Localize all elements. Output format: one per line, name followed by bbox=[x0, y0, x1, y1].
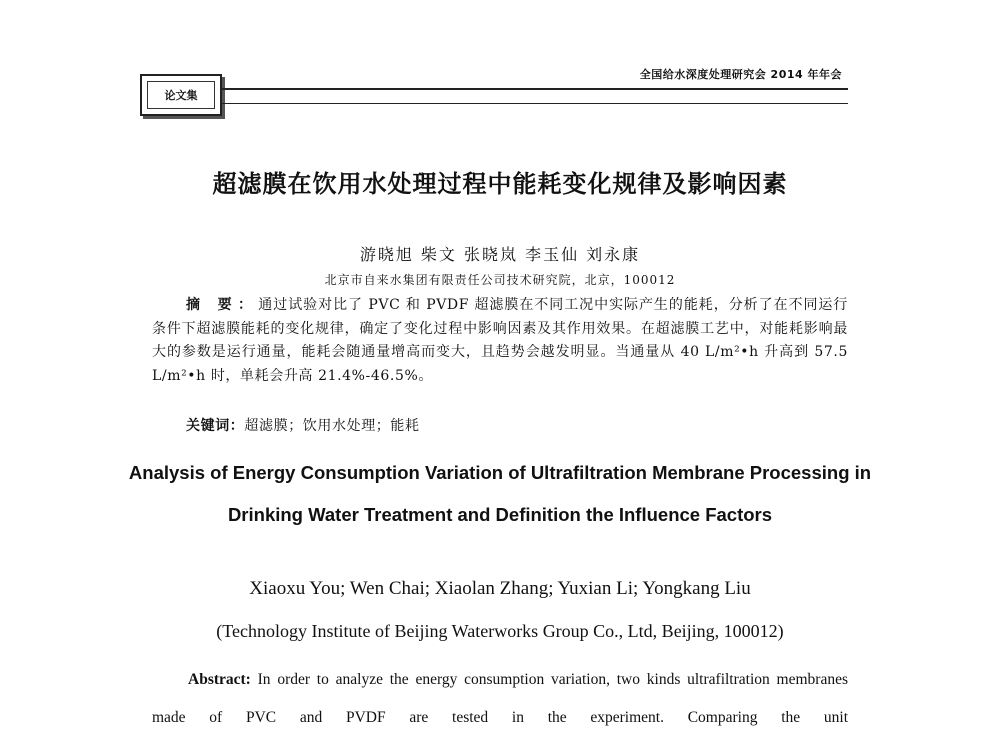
section-badge bbox=[140, 74, 222, 116]
abstract-en-text: In order to analyze the energy consumption variation, two kinds ultrafiltration membranes made of PVC and PVDF are tested in the experiment. Comparing the unit bbox=[152, 671, 848, 726]
section-label: 论文集 bbox=[147, 81, 215, 109]
keywords-cn-label: 关键词： bbox=[186, 418, 245, 434]
keywords-cn-text: 超滤膜；饮用水处理；能耗 bbox=[244, 418, 420, 434]
abstract-cn bbox=[152, 294, 848, 388]
keywords-cn bbox=[186, 415, 420, 435]
header-rule-top bbox=[222, 88, 848, 90]
authors-cn: 游晓旭 柴文 张晓岚 李玉仙 刘永康 bbox=[359, 245, 641, 264]
affiliation-en: (Technology Institute of Beijing Waterworks Group Co., Ltd, Beijing, 100012) bbox=[216, 621, 784, 641]
abstract-en bbox=[152, 661, 848, 737]
authors-en: Xiaoxu You; Wen Chai; Xiaolan Zhang; Yuxian Li; Yongkang Liu bbox=[249, 578, 751, 599]
paper-title-cn: 超滤膜在饮用水处理过程中能耗变化规律及影响因素 bbox=[212, 170, 788, 198]
paper-title-en: Analysis of Energy Consumption Variation of Ultrafiltration Membrane Processing in Drinking Water Treatment and Definition the Influence Factors bbox=[128, 462, 872, 525]
header-rule-bottom bbox=[222, 103, 848, 104]
conference-name: 全国给水深度处理研究会 2014 年年会 bbox=[639, 68, 842, 81]
abstract-cn-text: 通过试验对比了 PVC 和 PVDF 超滤膜在不同工况中实际产生的能耗，分析了在不同运行条件下超滤膜能耗的变化规律，确定了变化过程中影响因素及其作用效果。在超滤膜工艺中，对能耗影响最大的参数是运行通量，能耗会随通量增高而变大，且趋势会越发明显。当通量从 40 L/m²•h 升高到 57.5 L/m²•h 时，单耗会升高 21.4%-46.5%。 bbox=[152, 297, 848, 384]
affiliation-cn: 北京市自来水集团有限责任公司技术研究院，北京，100012 bbox=[324, 273, 676, 287]
abstract-cn-label: 摘 要： bbox=[186, 297, 259, 313]
abstract-en-label: Abstract: bbox=[188, 671, 251, 688]
